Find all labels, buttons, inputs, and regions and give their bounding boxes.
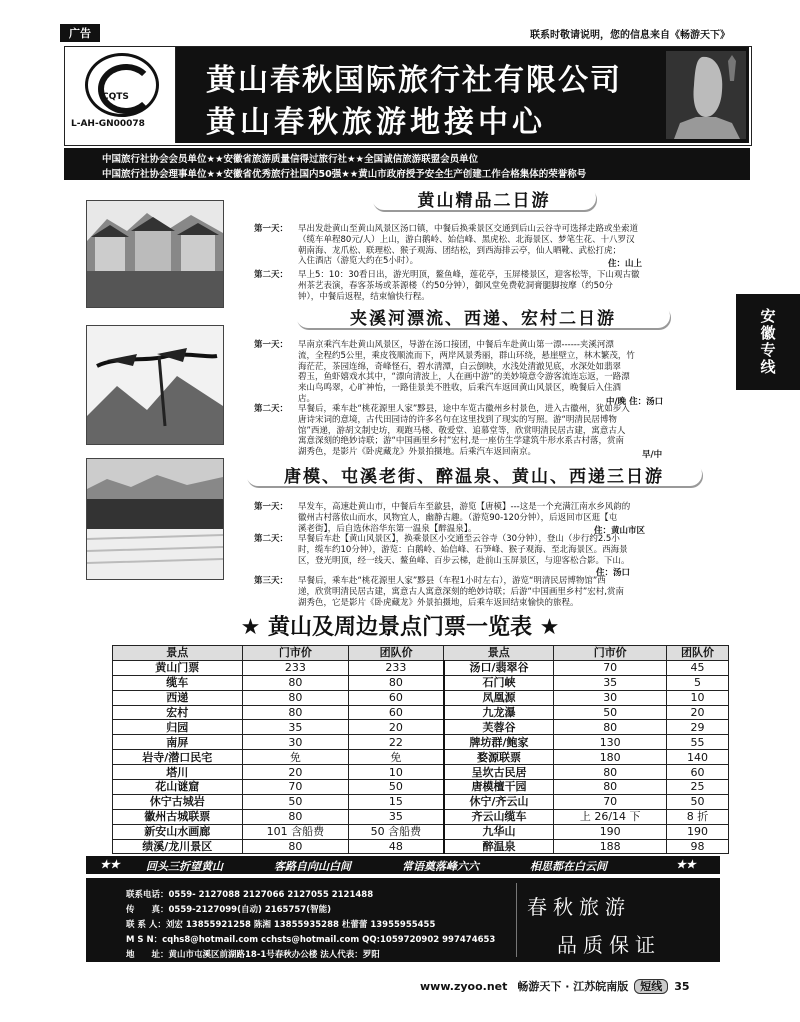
table-cell: 缆车 — [113, 675, 243, 690]
table-cell: 50 — [666, 794, 728, 809]
route-2-photo — [86, 325, 224, 445]
table-cell: 20 — [242, 765, 349, 780]
slogan-stars: ★★ — [676, 858, 696, 871]
route-1-day-2 — [254, 270, 724, 304]
footer-magazine: 畅游天下 · 江苏皖南版 — [517, 980, 629, 993]
table-row — [113, 660, 729, 675]
table-cell: 50 含船费 — [349, 824, 444, 839]
day-line: 早上5：10：30看日出，游光明顶，鳌鱼峰，莲花亭，玉屏楼景区，迎客松等，下山观古徽 — [298, 270, 640, 280]
table-cell: 80 — [242, 690, 349, 705]
day-line: 湖秀色，是影片《卧虎藏龙》外景拍摄地。后乘汽车返回南京。 — [298, 447, 537, 458]
table-cell: 80 — [554, 765, 667, 780]
table-cell: 10 — [349, 765, 444, 780]
day-text — [298, 340, 635, 405]
day-line: 钟），中餐后返程，结束愉快行程。 — [298, 291, 430, 302]
table-cell: 80 — [242, 809, 349, 824]
footer-site: www.zyoo.net — [420, 980, 508, 993]
table-cell: 20 — [666, 705, 728, 720]
col-header: 门市价 — [554, 646, 667, 661]
table-cell: 233 — [349, 660, 444, 675]
day-line: 时，缆车约10分钟），游览：白鹅岭、始信峰、石笋峰、猴子观海、至北海景区。西海景 — [298, 544, 628, 555]
center-name: 黄山春秋旅游地接中心 — [206, 105, 546, 140]
license-code: L-AH-GN00078 — [71, 119, 145, 129]
day-line: （缆车单程80元/人）上山，游白鹅岭、始信峰、黑虎松、北海景区、梦笔生花、十八罗汉 — [298, 234, 635, 245]
table-cell: 塔川 — [113, 765, 243, 780]
table-row — [113, 720, 729, 735]
honors-band — [64, 148, 750, 180]
table-cell: 80 — [554, 720, 667, 735]
table-cell: 190 — [554, 824, 667, 839]
contact-fax: 传 真：0559-2127099(自动) 2165757(智能) — [126, 905, 331, 915]
table-cell: 九华山 — [444, 824, 554, 839]
day-line: 区，登光明顶，经一线天、鳌鱼峰、百步云梯，赴前山玉屏景区，与迎客松合影。下山。 — [298, 555, 630, 566]
day-label: 第二天： — [254, 534, 289, 544]
day-line: 早餐后，乘车赴“桃花源里人家”黟县，途中车览古徽州乡村景色，进入古徽州，犹如步入 — [298, 404, 630, 414]
day-line: 早餐后车赴【黄山风景区】，换乘景区小交通至云谷寺（30分钟），登山（步行约2.5小 — [298, 534, 620, 544]
table-cell: 22 — [349, 735, 444, 750]
contact-address: 地 址：黄山市屯溪区前湖路18-1号春秋办公楼 法人代表：罗阳 — [126, 950, 380, 960]
company-name: 黄山春秋国际旅行社有限公司 — [206, 63, 622, 98]
table-cell: 齐云山缆车 — [444, 809, 554, 824]
day-line: 海茫茫，茶园连绵，奇峰怪石，碧水清潭，白云倒映，水浅处清澈见底，水深处如翡翠 — [298, 361, 622, 372]
day-label: 第三天： — [254, 576, 289, 586]
ticket-table — [112, 645, 729, 854]
table-row — [113, 750, 729, 765]
table-cell: 60 — [349, 690, 444, 705]
table-cell: 80 — [242, 839, 349, 854]
table-cell: 20 — [349, 720, 444, 735]
table-cell: 70 — [242, 780, 349, 795]
ticket-table-body — [113, 660, 729, 854]
table-cell: 35 — [242, 720, 349, 735]
table-cell: 汤口/翡翠谷 — [444, 660, 554, 675]
table-cell: 唐模檀干园 — [444, 780, 554, 795]
table-cell: 130 — [554, 735, 667, 750]
day-line: 州茶艺表演，春客茶场或茶源楼（约50分钟），御风堂免费乾洞膏腿脚按摩（约50分 — [298, 280, 613, 291]
header — [64, 46, 752, 146]
route-1-day-1-stay: 住：山上 — [608, 259, 643, 269]
table-header-row — [113, 646, 729, 661]
table-cell: 233 — [242, 660, 349, 675]
table-cell: 休宁/齐云山 — [444, 794, 554, 809]
col-header: 团队价 — [666, 646, 728, 661]
table-cell: 5 — [666, 675, 728, 690]
title-band — [176, 47, 749, 143]
day-line: 早出发赴黄山至黄山风景区汤口镇，中餐后换乘景区交通到后山云谷寺可选择走路或坐索道 — [298, 224, 639, 234]
contact-people: 联 系 人：刘宏 13855921258 陈湘 13855935288 杜蕾蕾 13955955455 — [126, 920, 436, 930]
slogan-phrase: 客路自向山白间 — [274, 860, 351, 873]
table-cell: 花山谜窟 — [113, 780, 243, 795]
table-cell: 188 — [554, 839, 667, 854]
route-3-day-2 — [254, 534, 724, 568]
table-row — [113, 765, 729, 780]
table-cell: 190 — [666, 824, 728, 839]
day-line: 早南京乘汽车赴黄山风景区，导游在汤口接团，中餐后车赴黄山第一漂------夹溪河漂 — [298, 340, 614, 350]
table-row — [113, 735, 729, 750]
table-cell: 归园 — [113, 720, 243, 735]
side-tab: 安徽专线 — [736, 294, 800, 390]
table-row — [113, 705, 729, 720]
day-label: 第二天： — [254, 404, 289, 414]
route-3-photo — [86, 458, 224, 580]
day-text — [298, 534, 630, 566]
logo-box — [65, 47, 176, 143]
table-cell: 凤凰源 — [444, 690, 554, 705]
table-cell: 九龙瀑 — [444, 705, 554, 720]
table-cell: 西递 — [113, 690, 243, 705]
top-note: 联系时敬请说明，您的信息来自《畅游天下》 — [530, 30, 730, 41]
route-2-day-2-stay: 早/中 — [642, 450, 663, 460]
table-cell: 呈坎古民居 — [444, 765, 554, 780]
table-cell: 55 — [666, 735, 728, 750]
table-row — [113, 839, 729, 854]
table-row — [113, 809, 729, 824]
honors-line-1: 中国旅行社协会会员单位★★安徽省旅游质量信得过旅行社★★全国诚信旅游联盟会员单位 — [102, 154, 479, 165]
table-row — [113, 780, 729, 795]
table-cell: 60 — [666, 765, 728, 780]
pine-photo-icon — [87, 326, 223, 444]
table-row — [113, 824, 729, 839]
day-line: 来山鸟鸣翠，心旷神怡，一路佳景美不胜收，后乘汽车返回黄山风景区，晚餐后入住酒 — [298, 383, 622, 394]
table-cell: 140 — [666, 750, 728, 765]
table-cell: 免 — [242, 750, 349, 765]
table-cell: 10 — [666, 690, 728, 705]
table-cell: 30 — [554, 690, 667, 705]
table-cell: 婺源联票 — [444, 750, 554, 765]
day-line: 早发车，高速赴黄山市，中餐后车至歙县，游览【唐模】---这是一个充满江南水乡风韵的 — [298, 502, 631, 512]
footer — [420, 978, 690, 994]
table-cell: 徽州古城联票 — [113, 809, 243, 824]
day-text — [298, 270, 640, 302]
table-cell: 25 — [666, 780, 728, 795]
day-label: 第一天： — [254, 224, 289, 234]
day-text — [298, 576, 624, 608]
table-cell: 免 — [349, 750, 444, 765]
brand-box — [516, 883, 713, 957]
table-cell: 101 含船费 — [242, 824, 349, 839]
flying-rock-icon — [666, 51, 746, 139]
day-line: 唐诗宋词的意境，古代田园诗的许多名句在这里找到了现实的写照。游“明清民居博物 — [298, 414, 617, 425]
day-label: 第一天： — [254, 502, 289, 512]
slogan-band — [86, 856, 720, 874]
table-cell: 60 — [349, 705, 444, 720]
route-1-day-1 — [254, 224, 724, 270]
table-cell: 70 — [554, 794, 667, 809]
table-cell: 80 — [554, 780, 667, 795]
day-line: 递，欣赏明清民居古建，寓意古人寓意深刻的绝妙诗联；后游“中国画里乡村”宏村,赏南 — [298, 586, 625, 597]
day-label: 第一天： — [254, 340, 289, 350]
village-photo-icon — [87, 201, 223, 307]
route-3-day-1-stay: 住：黄山市区 — [594, 526, 646, 536]
contact-block — [86, 878, 720, 962]
table-cell: 50 — [554, 705, 667, 720]
day-line: 店。 — [298, 393, 316, 404]
table-cell: 南屏 — [113, 735, 243, 750]
table-cell: 80 — [242, 705, 349, 720]
table-cell: 宏村 — [113, 705, 243, 720]
table-row — [113, 794, 729, 809]
table-cell: 35 — [554, 675, 667, 690]
slogan-phrase: 常语奠落峰六六 — [402, 860, 479, 873]
col-header: 团队价 — [349, 646, 444, 661]
logo-text: CQTS — [102, 92, 129, 102]
day-label: 第二天： — [254, 270, 289, 280]
table-cell: 休宁古城岩 — [113, 794, 243, 809]
ticket-table-title: ★ 黄山及周边景点门票一览表 ★ — [240, 615, 560, 640]
table-cell: 180 — [554, 750, 667, 765]
table-cell: 绩溪/龙川景区 — [113, 839, 243, 854]
honors-line-2: 中国旅行社协会理事单位★★安徽省优秀旅行社国内50强★★黄山市政府授予安全生产创建工作合格集体的荣誉称号 — [102, 169, 587, 180]
table-cell: 35 — [349, 809, 444, 824]
table-cell: 芙蓉谷 — [444, 720, 554, 735]
table-cell: 上 26/14 下 — [554, 809, 667, 824]
table-row — [113, 690, 729, 705]
day-line: 寓意深刻的绝妙诗联；游“中国画里乡村”宏村,是一座仿生学建筑牛形水系古村落，赏南 — [298, 436, 625, 447]
contact-phone: 联系电话：0559- 2127088 2127066 2127055 2121488 — [126, 890, 374, 900]
day-line: 流，全程约5公里，乘皮筏顺流而下，两岸风景秀丽，群山环绕，悬崖壁立，林木繁茂，竹 — [298, 350, 635, 361]
table-cell: 80 — [242, 675, 349, 690]
brand-line-1: 春秋旅游 — [527, 895, 631, 919]
table-cell: 70 — [554, 660, 667, 675]
page-number: 35 — [674, 980, 690, 993]
route-3-day-2-stay: 住：汤口 — [596, 568, 631, 578]
footer-tag: 短线 — [634, 979, 668, 994]
table-cell: 29 — [666, 720, 728, 735]
day-line: 徽州古村落依山而水，风物宜人，幽静古趣。（游览90-120分钟），后返回市区逛【屯 — [298, 512, 618, 523]
table-cell: 新安山水画廊 — [113, 824, 243, 839]
ad-tag: 广告 — [60, 24, 100, 42]
slogan-phrase: 相思都在白云间 — [530, 860, 607, 873]
col-header: 景点 — [444, 646, 554, 661]
day-line: 入住酒店（游览大约在5小时）。 — [298, 256, 419, 267]
col-header: 景点 — [113, 646, 243, 661]
table-cell: 45 — [666, 660, 728, 675]
table-cell: 黄山门票 — [113, 660, 243, 675]
route-2-day-1-stay: 中/晚 住：汤口 — [606, 397, 664, 407]
route-1-photo — [86, 200, 224, 308]
table-cell: 48 — [349, 839, 444, 854]
slogan-phrase: 回头三折望黄山 — [146, 860, 223, 873]
day-line: 馆”西递，游胡文制史坊，观跑马楼、敬爱堂、追慕堂等，欣赏明清民居古建，寓意古人 — [298, 425, 626, 436]
table-cell: 50 — [349, 780, 444, 795]
table-cell: 15 — [349, 794, 444, 809]
route-3-day-3 — [254, 576, 724, 610]
table-cell: 石门峡 — [444, 675, 554, 690]
day-line: 朝南海、龙爪松、联理松、猴子观海、团结松，到西海排云亭，仙人晒靴、武松打虎； — [298, 245, 622, 256]
day-text — [298, 224, 638, 267]
day-line: 溪老街】，后自选休浴华东第一温泉【醉温泉】。 — [298, 523, 477, 534]
field-photo-icon — [87, 459, 223, 579]
table-cell: 50 — [242, 794, 349, 809]
table-cell: 岩寺/潜口民宅 — [113, 750, 243, 765]
table-cell: 80 — [349, 675, 444, 690]
slogan-stars: ★★ — [100, 858, 120, 871]
table-cell: 8 折 — [666, 809, 728, 824]
col-header: 门市价 — [242, 646, 349, 661]
brand-line-2: 品质保证 — [557, 933, 661, 957]
table-cell: 98 — [666, 839, 728, 854]
route-3-day-1 — [254, 502, 724, 536]
route-3-title: 唐模、屯溪老街、醉温泉、黄山、西递三日游 — [246, 462, 702, 486]
table-cell: 牌坊群/鲍家 — [444, 735, 554, 750]
table-row — [113, 675, 729, 690]
contact-msn: M S N：cqhs8@hotmail.com cchsts@hotmail.com QQ:1059720902 997474653 — [126, 935, 496, 945]
day-text — [298, 502, 630, 534]
route-1-title: 黄山精品二日游 — [372, 186, 596, 210]
route-2-title: 夹溪河漂流、西递、宏村二日游 — [296, 304, 670, 328]
day-text — [298, 404, 630, 458]
day-line: 早餐后，乘车赴“桃花源里人家”黟县（车程1小时左右），游览“明清民居博物馆”西 — [298, 576, 606, 586]
table-cell: 醉温泉 — [444, 839, 554, 854]
cqts-logo-icon — [85, 53, 159, 117]
day-line: 湖秀色，它是影片《卧虎藏龙》外景拍摄地，后乘车返回结束愉快的旅程。 — [298, 597, 579, 608]
table-cell: 30 — [242, 735, 349, 750]
day-line: 碧玉，鱼虾嬉戏水其中，“漂向清波上，人在画中游”的美妙境意令游客流连忘返，一路漂 — [298, 372, 630, 383]
